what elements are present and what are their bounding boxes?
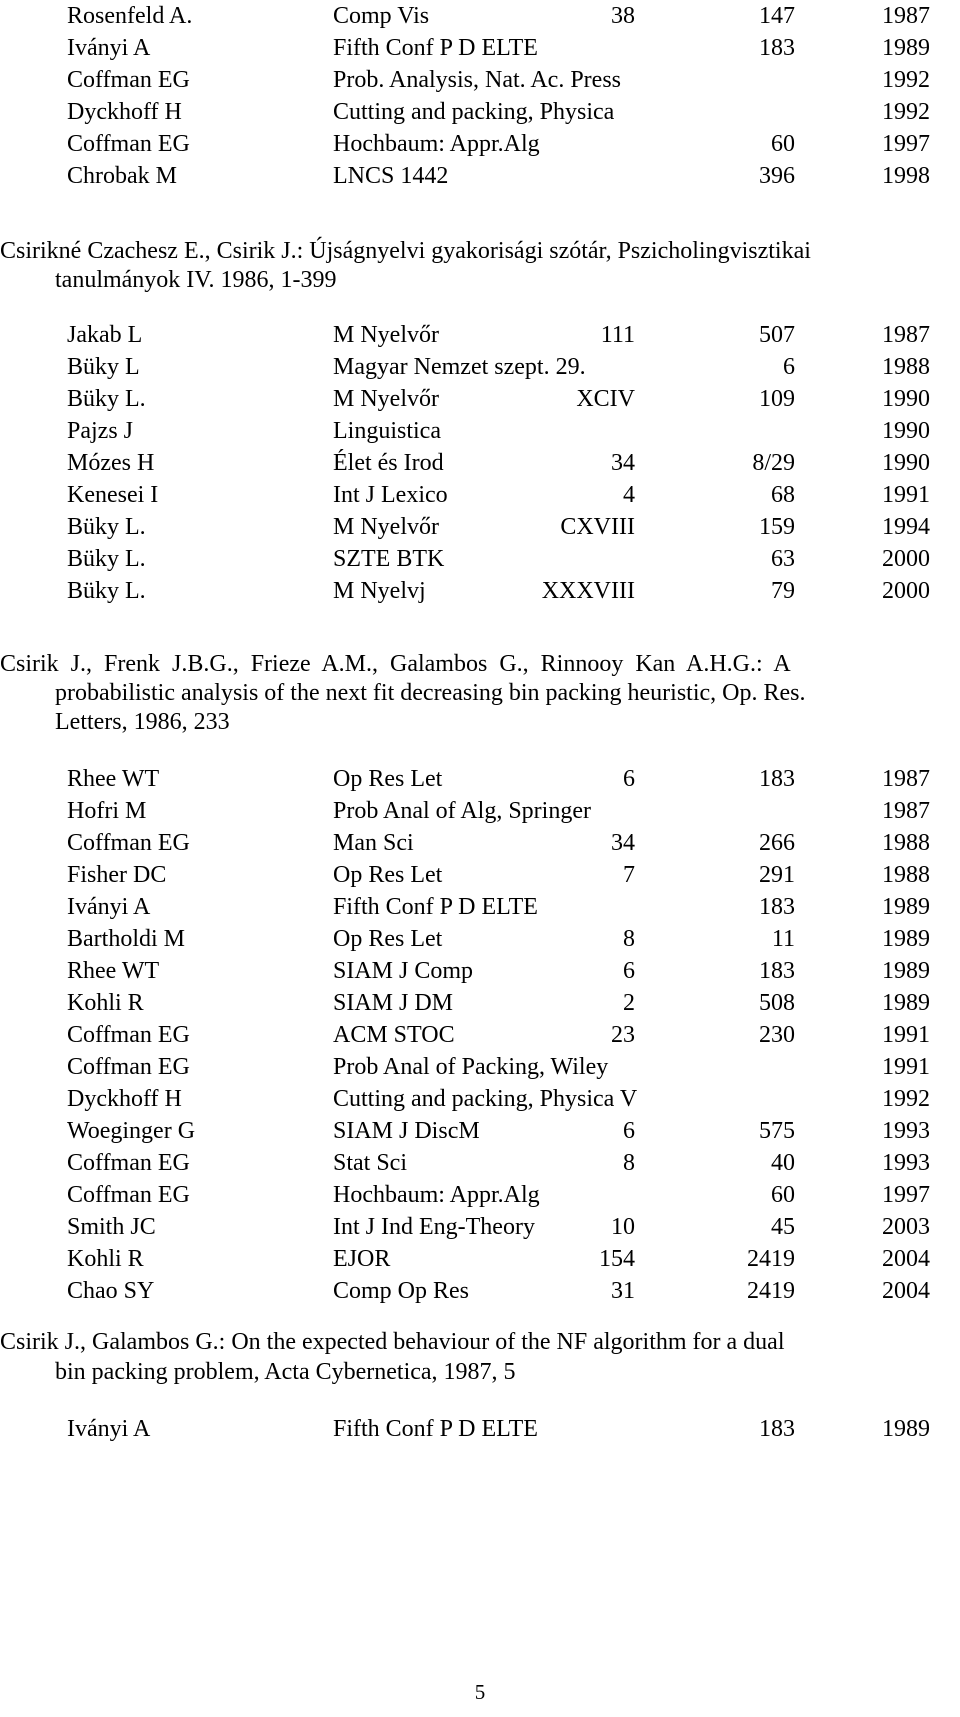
page-cell: 183 [759,766,795,792]
source-cell: M Nyelvj [333,578,426,604]
year-cell: 1991 [882,1054,930,1080]
page-cell: 183 [759,958,795,984]
author-cell: Coffman EG [67,1182,190,1208]
source-cell: Élet és Irod [333,450,444,476]
volume-cell: 6 [623,766,635,792]
year-cell: 1994 [882,514,930,540]
author-cell: Chao SY [67,1278,155,1304]
source-cell: Op Res Let [333,926,443,952]
citation-row [0,479,960,511]
year-cell: 1989 [882,1416,930,1442]
citation-row [0,543,960,575]
author-cell: Iványi A [67,35,151,61]
year-cell: 1988 [882,830,930,856]
page-cell: 45 [771,1214,795,1240]
year-cell: 1987 [882,322,930,348]
year-cell: 1989 [882,894,930,920]
citation-row [0,1179,960,1211]
author-cell: Büky L. [67,578,146,604]
citation-row [0,575,960,607]
citation-row [0,160,960,192]
citation-row [0,1413,960,1445]
volume-cell: 2 [623,990,635,1016]
citation-row [0,1083,960,1115]
year-cell: 2004 [882,1246,930,1272]
author-cell: Jakab L [67,322,143,348]
citation-table-2 [0,319,960,607]
volume-cell: XXXVIII [541,578,635,604]
source-cell: EJOR [333,1246,391,1272]
volume-cell: 7 [623,862,635,888]
author-cell: Coffman EG [67,1054,190,1080]
page-cell: 266 [759,830,795,856]
reference-4-line-2: bin packing problem, Acta Cybernetica, 1987, 5 [55,1359,516,1385]
author-cell: Iványi A [67,1416,151,1442]
citation-row [0,319,960,351]
author-cell: Büky L. [67,546,146,572]
source-cell: Fifth Conf P D ELTE [333,35,538,61]
year-cell: 1988 [882,354,930,380]
author-cell: Mózes H [67,450,155,476]
citation-row [0,859,960,891]
source-cell: Fifth Conf P D ELTE [333,1416,538,1442]
reference-2-line-2: tanulmányok IV. 1986, 1-399 [55,267,337,293]
citation-row [0,128,960,160]
citation-row [0,987,960,1019]
reference-4-line-1: Csirik J., Galambos G.: On the expected behaviour of the NF algorithm for a dual [0,1329,785,1355]
year-cell: 1991 [882,1022,930,1048]
source-cell: Cutting and packing, Physica V [333,1086,638,1112]
citation-row [0,1243,960,1275]
source-cell: Hochbaum: Appr.Alg [333,1182,540,1208]
volume-cell: 38 [611,3,635,29]
volume-cell: CXVIII [560,514,635,540]
author-cell: Rhee WT [67,766,160,792]
author-cell: Coffman EG [67,67,190,93]
year-cell: 2000 [882,546,930,572]
source-cell: SIAM J DM [333,990,454,1016]
volume-cell: 8 [623,1150,635,1176]
author-cell: Büky L. [67,386,146,412]
reference-2-line-1: Csirikné Czachesz E., Csirik J.: Újságnyelvi gyakorisági szótár, Pszicholingvisztikai [0,238,811,264]
volume-cell: 34 [611,830,635,856]
citation-table-4 [0,1413,960,1445]
author-cell: Büky L [67,354,140,380]
page-cell: 183 [759,1416,795,1442]
page-number: 5 [474,1680,486,1704]
author-cell: Coffman EG [67,1150,190,1176]
author-cell: Pajzs J [67,418,133,444]
volume-cell: 6 [623,958,635,984]
volume-cell: 8 [623,926,635,952]
citation-row [0,64,960,96]
volume-cell: XCIV [576,386,635,412]
citation-row [0,955,960,987]
citation-row [0,383,960,415]
volume-cell: 154 [599,1246,635,1272]
citation-row [0,0,960,32]
source-cell: Int J Ind Eng-Theory [333,1214,535,1240]
author-cell: Dyckhoff H [67,99,182,125]
year-cell: 1997 [882,1182,930,1208]
year-cell: 1990 [882,418,930,444]
volume-cell: 23 [611,1022,635,1048]
volume-cell: 31 [611,1278,635,1304]
year-cell: 1989 [882,958,930,984]
page-cell: 2419 [747,1246,795,1272]
page-cell: 230 [759,1022,795,1048]
year-cell: 1988 [882,862,930,888]
year-cell: 1989 [882,990,930,1016]
source-cell: Prob. Analysis, Nat. Ac. Press [333,67,621,93]
year-cell: 1992 [882,1086,930,1112]
citation-row [0,511,960,543]
source-cell: Prob Anal of Alg, Springer [333,798,591,824]
year-cell: 1998 [882,163,930,189]
page-cell: 63 [771,546,795,572]
source-cell: Cutting and packing, Physica [333,99,615,125]
year-cell: 1991 [882,482,930,508]
year-cell: 2003 [882,1214,930,1240]
author-cell: Coffman EG [67,1022,190,1048]
page-cell: 68 [771,482,795,508]
year-cell: 1987 [882,798,930,824]
citation-row [0,1275,960,1307]
source-cell: Fifth Conf P D ELTE [333,894,538,920]
year-cell: 1987 [882,766,930,792]
volume-cell: 6 [623,1118,635,1144]
year-cell: 1992 [882,99,930,125]
page-cell: 8/29 [752,450,795,476]
source-cell: M Nyelvőr [333,386,439,412]
page-cell: 40 [771,1150,795,1176]
year-cell: 1989 [882,926,930,952]
source-cell: SZTE BTK [333,546,445,572]
author-cell: Dyckhoff H [67,1086,182,1112]
volume-cell: 111 [600,322,635,348]
reference-3-line-2: probabilistic analysis of the next fit decreasing bin packing heuristic, Op. Res. [55,680,806,706]
page-cell: 109 [759,386,795,412]
source-cell: M Nyelvőr [333,322,439,348]
author-cell: Rosenfeld A. [67,3,193,29]
source-cell: Comp Op Res [333,1278,470,1304]
source-cell: Op Res Let [333,766,443,792]
page-cell: 11 [771,926,795,952]
page-cell: 291 [759,862,795,888]
page-cell: 183 [759,35,795,61]
citation-row [0,827,960,859]
page-cell: 183 [759,894,795,920]
author-cell: Coffman EG [67,131,190,157]
page-cell: 147 [759,3,795,29]
citation-row [0,763,960,795]
year-cell: 1990 [882,450,930,476]
source-cell: Stat Sci [333,1150,408,1176]
citation-table-3 [0,763,960,1307]
page-cell: 6 [783,354,795,380]
author-cell: Büky L. [67,514,146,540]
citation-row [0,96,960,128]
source-cell: Hochbaum: Appr.Alg [333,131,540,157]
source-cell: SIAM J DiscM [333,1118,480,1144]
year-cell: 2004 [882,1278,930,1304]
source-cell: Magyar Nemzet szept. 29. [333,354,586,380]
year-cell: 1987 [882,3,930,29]
source-cell: Prob Anal of Packing, Wiley [333,1054,609,1080]
volume-cell: 34 [611,450,635,476]
author-cell: Woeginger G [67,1118,196,1144]
page-cell: 575 [759,1118,795,1144]
author-cell: Fisher DC [67,862,167,888]
year-cell: 1989 [882,35,930,61]
author-cell: Coffman EG [67,830,190,856]
page-cell: 159 [759,514,795,540]
citation-row [0,923,960,955]
reference-3-line-1: Csirik J., Frenk J.B.G., Frieze A.M., Galambos G., Rinnooy Kan A.H.G.: A [0,651,791,677]
page-cell: 60 [771,131,795,157]
page-cell: 508 [759,990,795,1016]
author-cell: Bartholdi M [67,926,185,952]
source-cell: Op Res Let [333,862,443,888]
author-cell: Chrobak M [67,163,177,189]
source-cell: ACM STOC [333,1022,455,1048]
source-cell: LNCS 1442 [333,163,449,189]
year-cell: 1992 [882,67,930,93]
page-cell: 507 [759,322,795,348]
citation-row [0,415,960,447]
year-cell: 2000 [882,578,930,604]
source-cell: Int J Lexico [333,482,448,508]
author-cell: Smith JC [67,1214,156,1240]
year-cell: 1997 [882,131,930,157]
author-cell: Rhee WT [67,958,160,984]
author-cell: Kenesei I [67,482,159,508]
citation-row [0,1211,960,1243]
year-cell: 1993 [882,1118,930,1144]
page-cell: 2419 [747,1278,795,1304]
page-cell: 396 [759,163,795,189]
year-cell: 1993 [882,1150,930,1176]
source-cell: Linguistica [333,418,441,444]
volume-cell: 10 [611,1214,635,1240]
citation-row [0,891,960,923]
author-cell: Iványi A [67,894,151,920]
citation-row [0,32,960,64]
year-cell: 1990 [882,386,930,412]
author-cell: Kohli R [67,1246,144,1272]
citation-table-1 [0,0,960,192]
citation-row [0,1147,960,1179]
citation-row [0,1115,960,1147]
source-cell: SIAM J Comp [333,958,474,984]
citation-row [0,351,960,383]
author-cell: Kohli R [67,990,144,1016]
source-cell: Man Sci [333,830,414,856]
citation-row [0,1051,960,1083]
reference-3-line-3: Letters, 1986, 233 [55,709,230,735]
volume-cell: 4 [623,482,635,508]
citation-row [0,795,960,827]
source-cell: Comp Vis [333,3,430,29]
source-cell: M Nyelvőr [333,514,439,540]
author-cell: Hofri M [67,798,147,824]
citation-row [0,447,960,479]
citation-row [0,1019,960,1051]
page-cell: 79 [771,578,795,604]
page-cell: 60 [771,1182,795,1208]
